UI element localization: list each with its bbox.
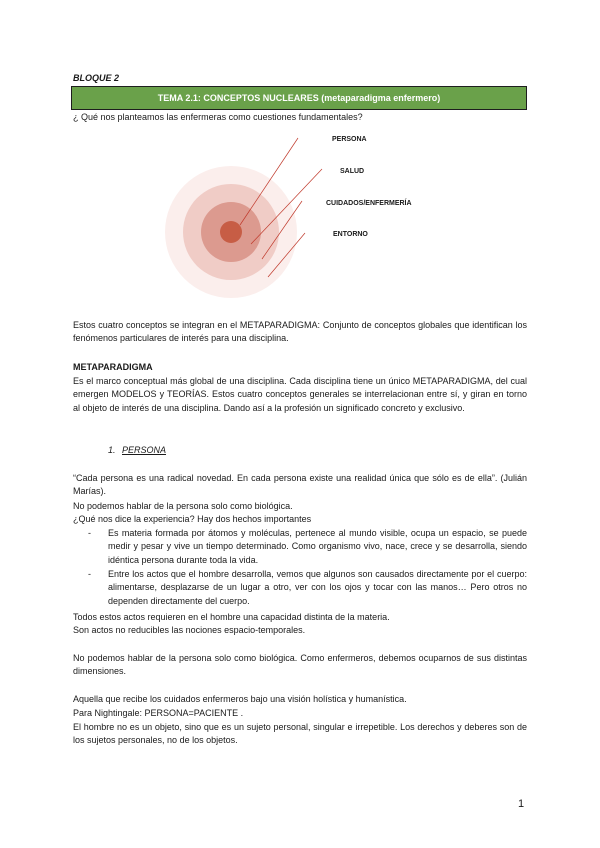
- block-label: BLOQUE 2: [73, 73, 120, 83]
- label-salud: SALUD: [340, 168, 365, 175]
- topic-banner: TEMA 2.1: CONCEPTOS NUCLEARES (metaparadigma enfermero): [71, 86, 527, 110]
- persona-circle: [220, 221, 242, 243]
- metaparadigm-diagram: [150, 125, 450, 310]
- label-cuidados: CUIDADOS/ENFERMERÍA: [326, 200, 412, 207]
- list-item-text: Entre los actos que el hombre desarrolla, vemos que algunos son causados directamente por el cuerpo: alimentarse, desplazarse de un lugar a otro, ver con los ojos y tocar con las manos… Pero otros no dependen directamente del cuerpo.: [108, 569, 527, 606]
- line-no-reducibles: Son actos no reducibles las nociones espacio-temporales.: [73, 625, 306, 635]
- label-entorno: ENTORNO: [333, 231, 368, 238]
- list-item-text: Es materia formada por átomos y moléculas, pertenece al mundo visible, ocupa un espacio, se puede medir y pesar y vive un tiempo determinado. Como organismo vivo, nace, crece y se desarrolla, siendo idéntica persona durante toda la vida.: [108, 528, 527, 565]
- metaparadigm-intro-paragraph: Estos cuatro conceptos se integran en el METAPARADIGMA: Conjunto de conceptos globales que identifican los fenómenos particulares de interés para una disciplina.: [73, 320, 527, 344]
- section-persona-heading: [108, 444, 166, 457]
- metaparadigm-heading: METAPARADIGMA: [73, 362, 153, 372]
- line-aquella: Aquella que recibe los cuidados enfermeros bajo una visión holística y humanística.: [73, 694, 407, 704]
- label-persona: PERSONA: [332, 136, 367, 143]
- paragraph-enfermeros: No podemos hablar de la persona solo como biológica. Como enfermeros, debemos ocuparnos de sus distintas dimensiones.: [73, 653, 527, 677]
- bullet-dash: -: [88, 528, 91, 538]
- quote-marias: “Cada persona es una radical novedad. En cada persona existe una realidad única que sólo es de ella”. (Julián Marías).: [73, 473, 527, 497]
- metaparadigm-paragraph: Es el marco conceptual más global de una disciplina. Cada disciplina tiene un único METAPARADIGMA, del cual emergen MODELOS y TEORÍAS. Estos cuatro conceptos generales se interrelacionan entre sí, y giran en torno al objeto de interés de una disciplina. Dando así a la profesión un significado concreto y exclusivo.: [73, 376, 527, 413]
- page-number: 1: [518, 798, 525, 810]
- line-nightingale: Para Nightingale: PERSONA=PACIENTE .: [73, 708, 244, 718]
- line-no-biologica: No podemos hablar de la persona solo como biológica.: [73, 501, 293, 511]
- section-number: 1.: [108, 445, 116, 455]
- section-title: PERSONA: [122, 445, 167, 455]
- line-actos: Todos estos actos requieren en el hombre una capacidad distinta de la materia.: [73, 612, 390, 622]
- bullet-dash: -: [88, 569, 91, 579]
- paragraph-hombre: El hombre no es un objeto, sino que es un sujeto personal, singular e irrepetible. Los derechos y deberes son de los sujetos personales, no de los objetos.: [73, 722, 527, 746]
- intro-question: ¿ Qué nos planteamos las enfermeras como cuestiones fundamentales?: [73, 112, 363, 122]
- line-experiencia: ¿Qué nos dice la experiencia? Hay dos hechos importantes: [73, 514, 312, 524]
